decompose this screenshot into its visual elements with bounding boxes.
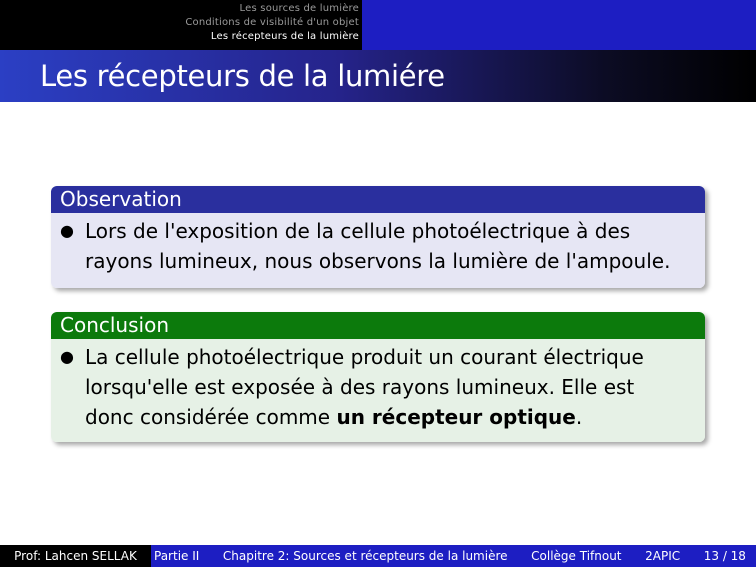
conclusion-line-2: lorsqu'elle est exposée à des rayons lumineux. Elle est xyxy=(85,375,635,399)
nav-section-visibility[interactable]: Conditions de visibilité d'un objet xyxy=(185,17,359,28)
section-nav xyxy=(0,0,362,50)
top-navigation xyxy=(0,0,756,50)
footer-part: Partie II xyxy=(154,549,200,563)
conclusion-body xyxy=(51,339,705,442)
observation-line-1: Lors de l'exposition de la cellule photoélectrique à des xyxy=(85,219,631,243)
footer-author: Prof: Lahcen SELLAK xyxy=(0,545,151,567)
conclusion-line-1: La cellule photoélectrique produit un courant électrique xyxy=(85,345,644,369)
nav-filler xyxy=(362,0,756,50)
conclusion-line-3 xyxy=(85,402,691,432)
slide-title: Les récepteurs de la lumiére xyxy=(40,59,445,93)
observation-body xyxy=(51,213,705,288)
footer-chapter: Chapitre 2: Sources et récepteurs de la lumière xyxy=(222,549,508,563)
bullet-icon: ● xyxy=(60,221,74,240)
footer-level: 2APIC xyxy=(645,549,681,563)
conclusion-heading: Conclusion xyxy=(51,312,705,339)
observation-list xyxy=(60,216,691,276)
observation-heading: Observation xyxy=(51,186,705,213)
observation-block xyxy=(51,186,705,288)
footer-page-number: 13 / 18 xyxy=(703,549,746,563)
conclusion-line-3-prefix: donc considérée comme xyxy=(85,405,337,429)
footer-info xyxy=(151,545,756,567)
list-item xyxy=(60,216,691,276)
key-term: un récepteur optique xyxy=(336,405,576,429)
conclusion-list xyxy=(60,342,691,432)
footer-bar xyxy=(0,545,756,567)
list-item xyxy=(60,342,691,432)
title-bar xyxy=(0,50,756,102)
nav-section-receptors[interactable]: Les récepteurs de la lumière xyxy=(210,31,359,42)
conclusion-line-3-suffix: . xyxy=(575,405,583,429)
observation-line-2: rayons lumineux, nous observons la lumière de l'ampoule. xyxy=(85,249,671,273)
bullet-icon: ● xyxy=(60,347,74,366)
nav-section-sources[interactable]: Les sources de lumière xyxy=(239,3,359,14)
footer-school: Collège Tifnout xyxy=(531,549,622,563)
conclusion-block xyxy=(51,312,705,442)
